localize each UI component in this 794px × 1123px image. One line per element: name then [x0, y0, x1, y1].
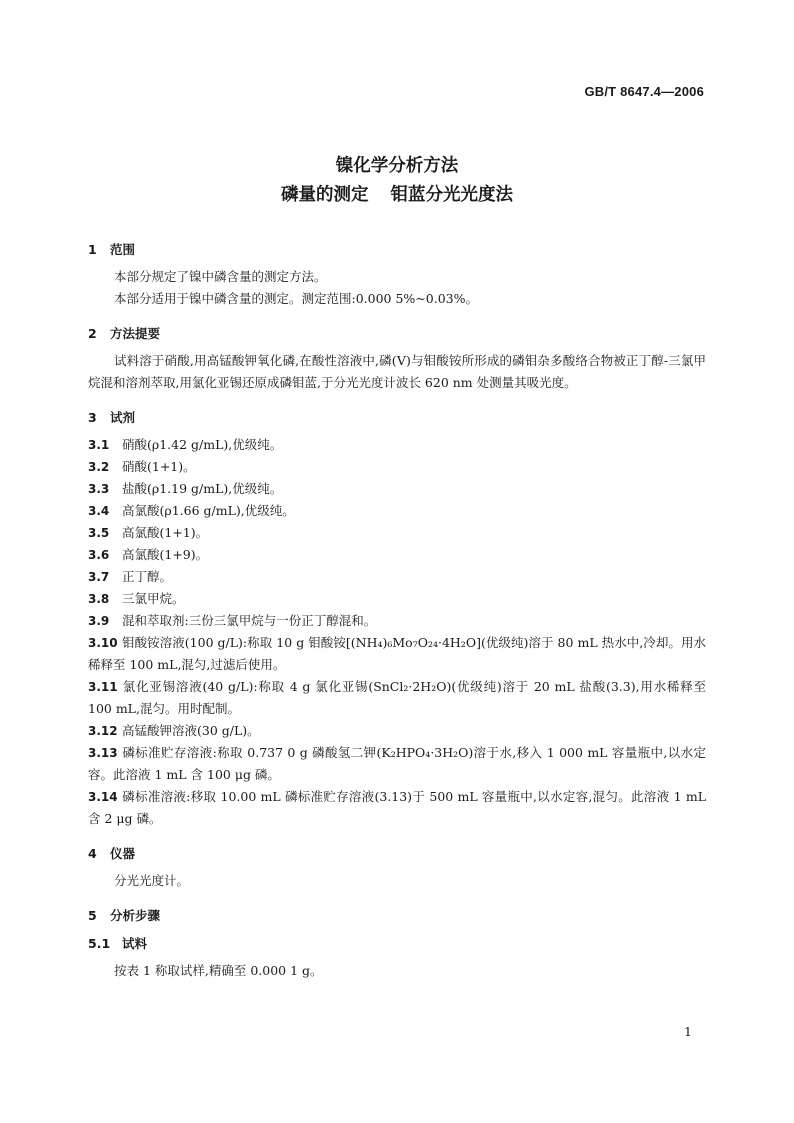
reagent-item: 3.14 磷标准溶液:移取 10.00 mL 磷标准贮存溶液(3.13)于 500 mL 容量瓶中,以水定容,混匀。此溶液 1 mL 含 2 μg 磷。	[88, 789, 706, 826]
title-line-2-part-1: 磷量的测定	[281, 185, 369, 205]
reagent-item: 3.9 混和萃取剂:三份三氯甲烷与一份正丁醇混和。	[88, 613, 377, 628]
title-line-2	[0, 181, 794, 210]
reagent-item: 3.1 硝酸(ρ1.42 g/mL),优级纯。	[88, 437, 283, 452]
reagent-item: 3.7 正丁醇。	[88, 569, 173, 584]
section-heading-reagents: 3 试剂	[88, 410, 136, 425]
subsection-heading-sample: 5.1 试料	[88, 936, 148, 951]
paragraph: 按表 1 称取试样,精确至 0.000 1 g。	[114, 963, 323, 978]
section-heading-scope: 1 范围	[88, 242, 136, 257]
reagent-item: 3.11 氯化亚锡溶液(40 g/L):称取 4 g 氯化亚锡(SnCl₂·2H₂O)(优级纯)溶于 20 mL 盐酸(3.3),用水稀释至 100 mL,混匀。用时配制。	[88, 679, 706, 716]
section-heading-principle: 2 方法提要	[88, 326, 161, 341]
title-line-2-part-2: 钼蓝分光光度法	[390, 185, 513, 205]
reagent-item: 3.2 硝酸(1+1)。	[88, 459, 196, 474]
paragraph: 本部分适用于镍中磷含量的测定。测定范围:0.000 5%~0.03%。	[114, 291, 478, 306]
document-body	[88, 240, 706, 982]
reagent-item: 3.8 三氯甲烷。	[88, 591, 185, 606]
reagent-item: 3.4 高氯酸(ρ1.66 g/mL),优级纯。	[88, 503, 295, 518]
reagent-item: 3.5 高氯酸(1+1)。	[88, 525, 209, 540]
paragraph: 分光光度计。	[114, 873, 190, 888]
section-heading-procedure: 5 分析步骤	[88, 908, 161, 923]
reagent-item: 3.12 高锰酸钾溶液(30 g/L)。	[88, 723, 260, 738]
reagent-item: 3.13 磷标准贮存溶液:称取 0.737 0 g 磷酸氢二钾(K₂HPO₄·3H₂O)溶于水,移入 1 000 mL 容量瓶中,以水定容。此溶液 1 mL 含 100 μg 磷。	[88, 745, 706, 782]
reagent-item: 3.10 钼酸铵溶液(100 g/L):称取 10 g 钼酸铵[(NH₄)₆Mo₇O₂₄·4H₂O](优级纯)溶于 80 mL 热水中,冷却。用水稀释至 100 mL,混匀,过滤后使用。	[88, 635, 706, 672]
section-heading-apparatus: 4 仪器	[88, 846, 136, 861]
paragraph: 本部分规定了镍中磷含量的测定方法。	[114, 269, 327, 284]
standard-code: GB/T 8647.4—2006	[584, 84, 704, 99]
document-title	[0, 152, 794, 210]
paragraph: 试料溶于硝酸,用高锰酸钾氧化磷,在酸性溶液中,磷(Ⅴ)与钼酸铵所形成的磷钼杂多酸络合物被正丁醇-三氯甲烷混和溶剂萃取,用氯化亚锡还原成磷钼蓝,于分光光度计波长 620 nm 处测量其吸光度。	[88, 353, 706, 390]
title-line-1: 镍化学分析方法	[335, 156, 459, 176]
reagent-item: 3.6 高氯酸(1+9)。	[88, 547, 209, 562]
reagent-item: 3.3 盐酸(ρ1.19 g/mL),优级纯。	[88, 481, 283, 496]
page-number: 1	[684, 1024, 692, 1039]
